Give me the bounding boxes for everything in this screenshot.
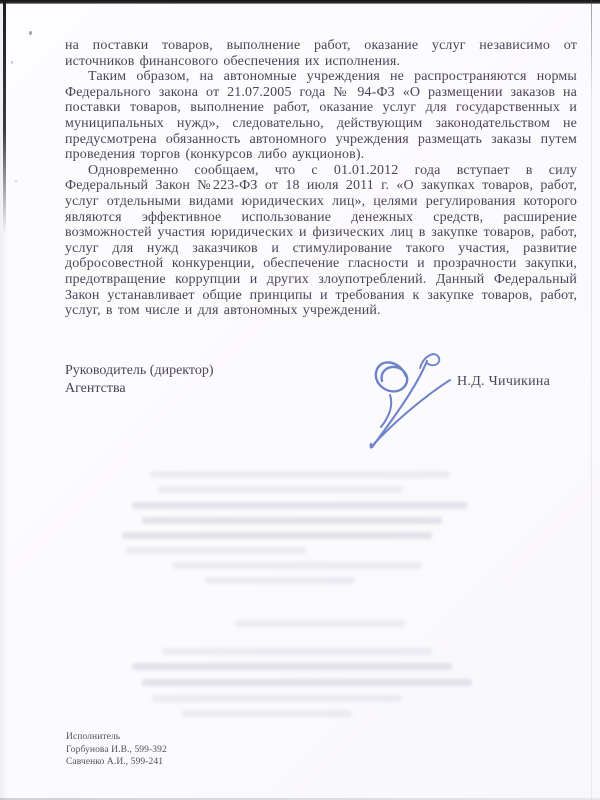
body-paragraph: Таким образом, на автономные учреждения не распространяются нормы Федерального закона от 21.07.2005 года № 94-ФЗ «О размещении заказов на поставки товаров, выполнение работ, оказание услуг для государственных и муниципальных нужд», следовательно, действующим законодательством не предусмотрена обязанность автономного учреждения размещать заказы путем проведения торгов (конкурсов либо аукционов). bbox=[65, 69, 577, 163]
document-body-text bbox=[65, 38, 577, 319]
bleed-through-mark bbox=[235, 620, 405, 627]
handwritten-signature-icon bbox=[348, 346, 460, 464]
bleed-through-mark bbox=[126, 547, 306, 554]
bleed-through-mark bbox=[205, 577, 355, 584]
executor-line: Савченко А.И., 599-241 bbox=[66, 757, 164, 768]
executor-line: Горбунова И.В., 599-392 bbox=[66, 744, 167, 755]
scan-speck bbox=[29, 31, 32, 35]
bleed-through-mark bbox=[182, 710, 352, 717]
signer-title-line2: Агентства bbox=[65, 381, 126, 396]
signature-block bbox=[65, 362, 577, 472]
scan-edge-right-line bbox=[591, 0, 592, 800]
bleed-through-mark bbox=[142, 679, 472, 686]
executor-footer bbox=[66, 731, 167, 769]
body-paragraph: на поставки товаров, выполнение работ, оказание услуг независимо от источников финансового обеспечения их исполнения. bbox=[65, 38, 577, 69]
scan-speck bbox=[11, 61, 13, 64]
body-paragraph: Одновременно сообщаем, что с 01.01.2012 года вступает в силу Федеральный Закон №223-ФЗ от 18 июля 2011 г. «О закупках товаров, работ, услуг отдельными видами юридических лиц», целями регулирования которого являются эффективное использование денежных средств, расширение возможностей участия юридических и физических лиц в закупке товаров, работ, услуг для нужд заказчиков и стимулирование такого участия, развитие добросовестной конкуренции, обеспечение гласности и прозрачности закупки, предотвращение коррупции и других злоупотреблений. Данный Федеральный Закон устанавливает общие принципы и требования к закупке товаров, работ, услуг, в том числе и для автономных учреждений. bbox=[65, 162, 577, 319]
scan-edge-left-line bbox=[3, 0, 6, 235]
bleed-through-mark bbox=[142, 517, 442, 524]
signer-title-line1: Руководитель (директор) bbox=[65, 363, 214, 378]
bleed-through-mark bbox=[122, 532, 432, 539]
bleed-through-mark bbox=[150, 471, 450, 478]
bleed-through-mark bbox=[132, 502, 467, 509]
bleed-through-mark bbox=[162, 648, 432, 655]
signer-title bbox=[65, 362, 214, 398]
signer-name: Н.Д. Чичикина bbox=[457, 374, 551, 389]
bleed-through-mark bbox=[152, 695, 402, 702]
scan-edge-top bbox=[0, 0, 600, 4]
bleed-through-mark bbox=[158, 486, 403, 493]
bleed-through-mark bbox=[132, 663, 452, 670]
scan-speck bbox=[15, 180, 17, 182]
footer-label: Исполнитель bbox=[66, 732, 121, 742]
bleed-through-mark bbox=[172, 562, 422, 569]
